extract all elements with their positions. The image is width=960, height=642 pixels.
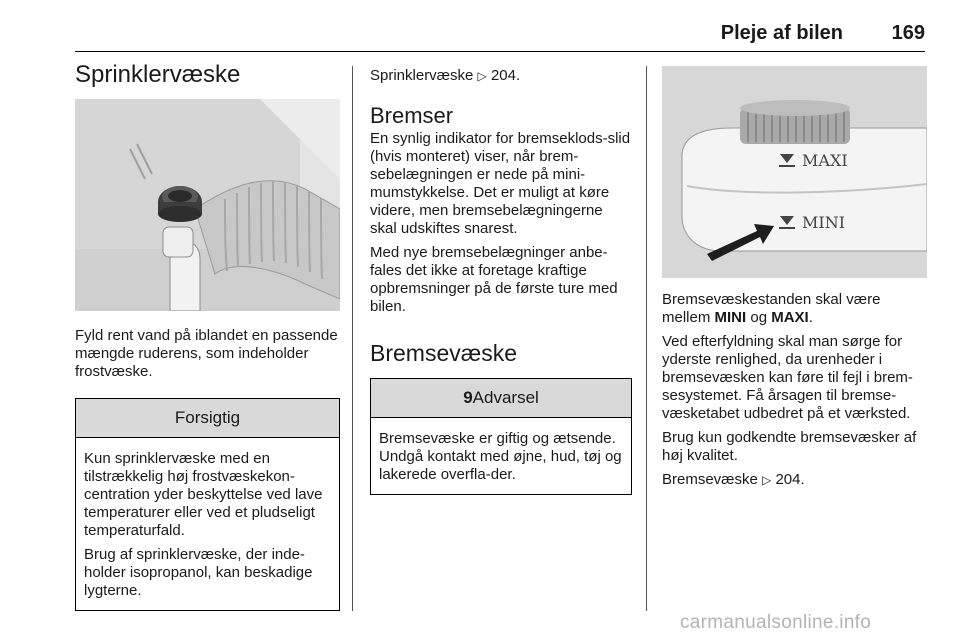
washer-fluid-reference	[370, 67, 632, 85]
brake-fluid-level-paragraph	[662, 291, 927, 327]
mini-label: MINI	[802, 213, 846, 232]
header-rule	[75, 51, 925, 52]
brakes-paragraph-2: Med nye bremsebelægninger anbe-fales det ikke at foretage kraftige opbremsninger på de første ture med bilen.	[370, 244, 618, 315]
min-mark: MINI	[714, 309, 747, 326]
maxi-label: MAXI	[802, 151, 848, 170]
caution-body	[76, 438, 339, 610]
header-title: Pleje af bilen	[720, 22, 843, 44]
warning-box	[370, 378, 632, 495]
section-heading-brake-fluid: Bremsevæske	[370, 340, 517, 366]
reference-page: 204.	[775, 471, 805, 488]
level-text: Bremsevæskestanden skal være mellem	[662, 291, 881, 326]
brake-fluid-reservoir-illustration	[662, 66, 927, 278]
and-text: og	[750, 309, 768, 326]
reference-text: Sprinklervæske	[370, 67, 474, 84]
column-divider-2	[646, 66, 647, 611]
reference-page: 204.	[490, 67, 521, 84]
warning-header	[371, 379, 631, 418]
brake-fluid-refill-paragraph: Ved efterfyldning skal man sørge for yderste renlighed, da urenheder i bremsevæsken kan føre til fejl i brem-sesystemet. Få årsagen til bremse-væsketabet udbedret på et værksted.	[662, 333, 913, 422]
caution-text-2: Brug af sprinklervæske, der inde-holder isopropanol, kan beskadige lygterne.	[84, 546, 313, 599]
washer-reservoir-drawing	[75, 99, 340, 311]
caution-box	[75, 398, 340, 611]
reference-arrow-icon: ▷	[762, 473, 772, 487]
brake-fluid-quality-paragraph: Brug kun godkendte bremsevæsker af høj kvalitet.	[662, 429, 917, 464]
caution-title: Forsigtig	[76, 399, 339, 438]
warning-text: Bremsevæske er giftig og ætsende. Undgå kontakt med øjne, hud, tøj og lakerede overfla-der.	[379, 430, 622, 483]
washer-reservoir-illustration	[75, 99, 340, 311]
column-3	[662, 60, 927, 489]
brake-fluid-reservoir-drawing	[662, 66, 927, 278]
page-header	[75, 22, 925, 48]
warning-title: Advarsel	[472, 388, 539, 407]
washer-fluid-instruction: Fyld rent vand på iblandet en passende mængde ruderens, som indeholder frostvæske.	[75, 327, 338, 380]
warning-triangle-icon: 9	[463, 388, 473, 407]
caution-text-1: Kun sprinklervæske med en tilstrækkelig høj frostvæskekon-centration yder beskyttelse ved lave temperaturer eller ved et pludseligt temperaturfald.	[84, 450, 323, 539]
section-heading-brakes: Bremser	[370, 103, 454, 128]
brakes-paragraph-1: En synlig indikator for bremseklods-slid (hvis monteret) viser, når brem-sebelægningen er nede på mini-mumstykkelse. Det er muligt at køre videre, men bremsebelægningerne skal udskiftes snarest.	[370, 130, 631, 237]
section-heading-washer-fluid: Sprinklervæske	[75, 61, 241, 88]
page-number: 169	[891, 22, 925, 44]
max-mark: MAXI	[771, 309, 809, 326]
warning-body	[371, 418, 631, 494]
column-divider-1	[352, 66, 353, 611]
period: .	[808, 309, 813, 326]
column-2	[370, 60, 632, 495]
reference-arrow-icon: ▷	[477, 69, 487, 83]
watermark: carmanualsonline.info	[680, 612, 872, 633]
reference-text: Bremsevæske	[662, 471, 758, 488]
brake-fluid-reference	[662, 471, 927, 489]
column-1	[75, 60, 340, 611]
